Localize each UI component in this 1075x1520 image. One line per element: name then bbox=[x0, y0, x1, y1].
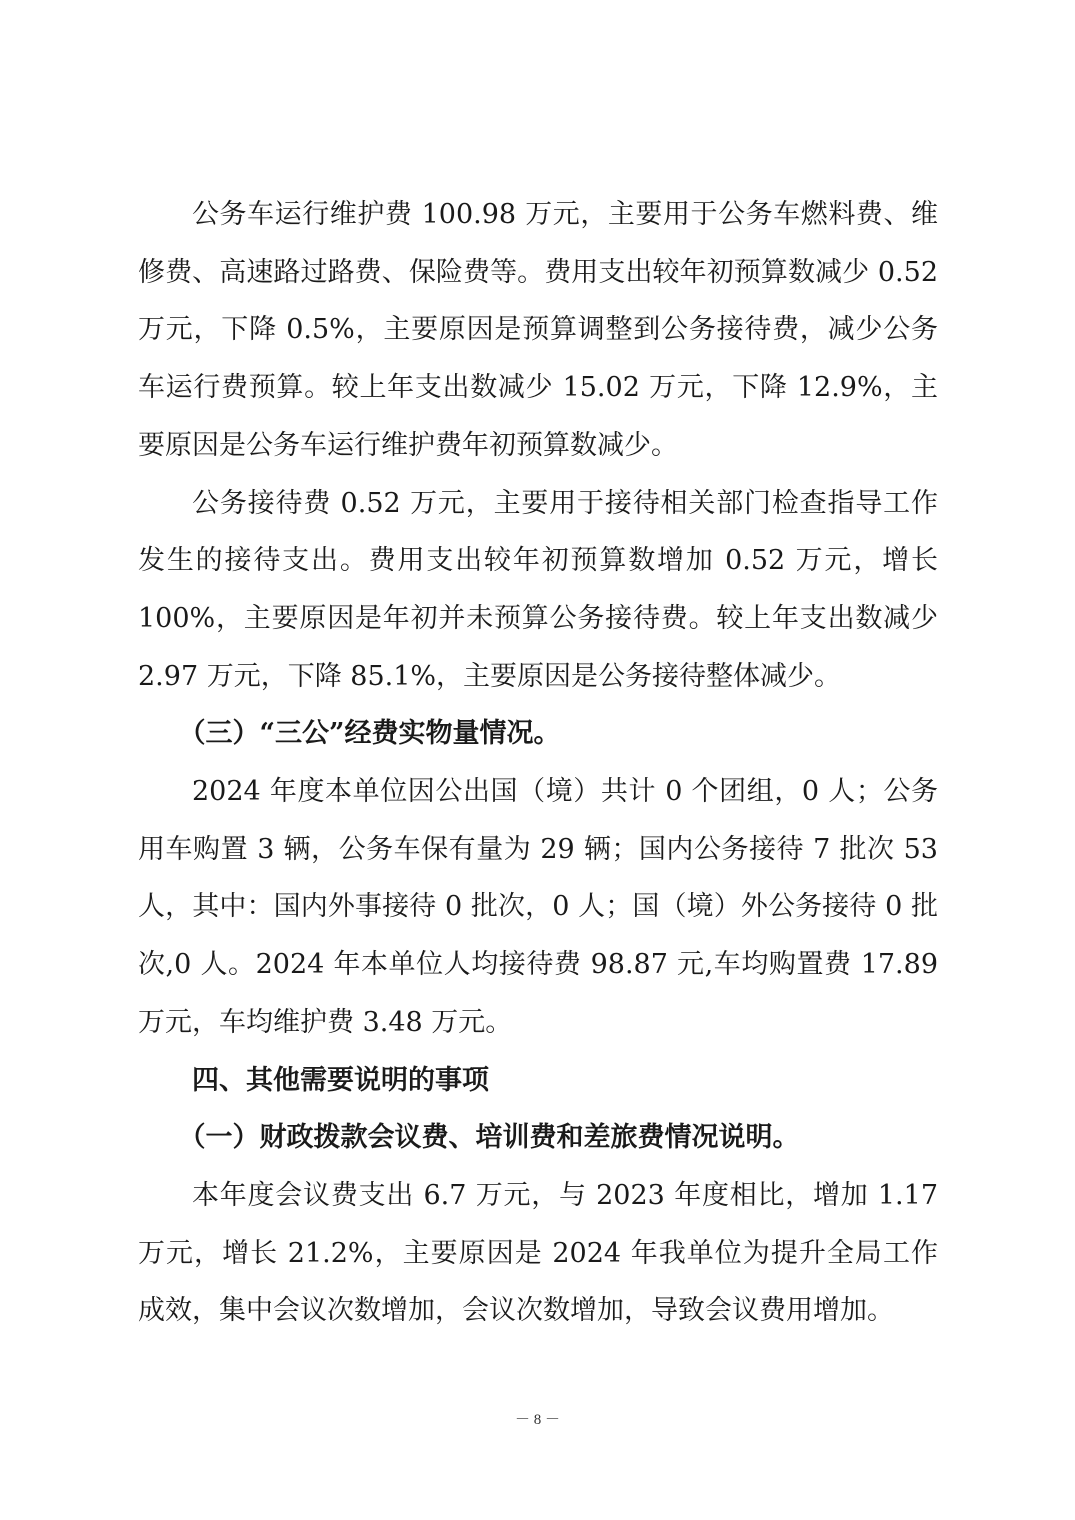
page-number: － 8 － bbox=[514, 1412, 560, 1428]
heading-meeting-training-travel: （一）财政拨款会议费、培训费和差旅费情况说明。 bbox=[178, 1122, 800, 1154]
document-body bbox=[138, 186, 938, 1340]
paragraph-vehicle-maintenance: 公务车运行维护费 100.98 万元，主要用于公务车燃料费、维修费、高速路过路费、保险费等。费用支出较年初预算数减少 0.52 万元，下降 0.5%，主要原因是预算调整到公务接待费，减少公务车运行费预算。较上年支出数减少 15.02 万元，下降 12.9%，主要原因是公务车运行维护费年初预算数减少。 bbox=[138, 199, 938, 461]
heading-three-public-physical: （三）“三公”经费实物量情况。 bbox=[178, 718, 561, 750]
heading-other-matters: 四、其他需要说明的事项 bbox=[192, 1064, 489, 1096]
paragraph-official-reception: 公务接待费 0.52 万元，主要用于接待相关部门检查指导工作发生的接待支出。费用支出较年初预算数增加 0.52 万元，增长 100%，主要原因是年初并未预算公务接待费。较上年支出数减少 2.97 万元，下降 85.1%，主要原因是公务接待整体减少。 bbox=[138, 487, 938, 692]
paragraph-meeting-expense: 本年度会议费支出 6.7 万元，与 2023 年度相比，增加 1.17 万元，增长 21.2%，主要原因是 2024 年我单位为提升全局工作成效，集中会议次数增加，会议次数增加，导致会议费用增加。 bbox=[138, 1179, 938, 1327]
paragraph-physical-quantity: 2024 年度本单位因公出国（境）共计 0 个团组，0 人；公务用车购置 3 辆，公务车保有量为 29 辆；国内公务接待 7 批次 53 人，其中：国内外事接待 0 批次，0 人；国（境）外公务接待 0 批次,0 人。2024 年本单位人均接待费 98.87 元,车均购置费 17.89 万元，车均维护费 3.48 万元。 bbox=[138, 776, 938, 1038]
